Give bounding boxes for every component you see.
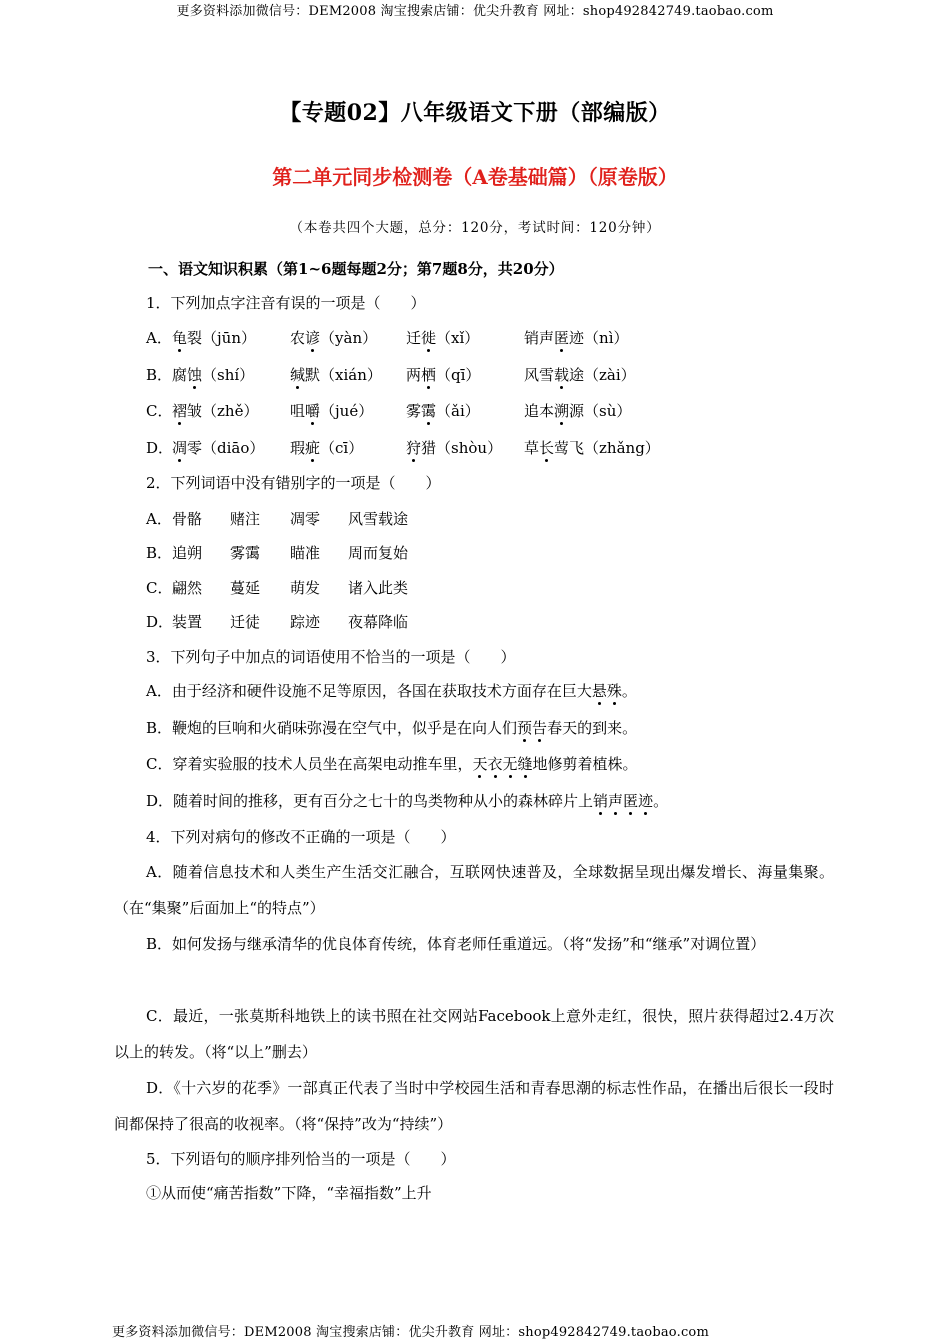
q1-item-post: 源（sù） bbox=[569, 402, 632, 420]
q1-item-post: （jué） bbox=[320, 402, 374, 420]
q3-stem: 3．下列句子中加点的词语使用不恰当的一项是（ ） bbox=[146, 648, 516, 666]
q3-dotted-char: 悬 bbox=[591, 682, 607, 700]
q1-option-item bbox=[406, 437, 502, 459]
q1-item-dot: 嚼 bbox=[305, 402, 321, 420]
q1-option-item bbox=[406, 400, 480, 422]
q1-item-dot: 溯 bbox=[554, 402, 570, 420]
q1-option-item bbox=[290, 364, 382, 386]
q2-option-word: 夜幕降临 bbox=[348, 613, 409, 631]
q3-option-text: 春天的到来。 bbox=[547, 719, 638, 737]
q4-option-d: D．《十六岁的花季》一部真正代表了当时中学校园生活和青春思潮的标志性作品，在播出后很长一段时间都保持了很高的收视率。（将“保持”改为“持续”） bbox=[114, 1079, 834, 1133]
header-ad-text: 更多资料添加微信号：DEM2008 淘宝搜索店铺：优尖升教育 网址：shop492842749.taobao.com bbox=[176, 4, 774, 19]
document-subtitle: 第二单元同步检测卷（A卷基础篇）（原卷版） bbox=[272, 165, 678, 189]
q3-option bbox=[146, 680, 637, 702]
q5-item-1: ①从而使“痛苦指数”下降，“幸福指数”上升 bbox=[146, 1184, 432, 1202]
q1-option-item bbox=[172, 327, 256, 349]
q1-item-pre: 风雪 bbox=[524, 366, 555, 384]
q3-dotted-word bbox=[517, 719, 547, 737]
q1-option-label: A． bbox=[146, 329, 172, 347]
q1-item-post: （xǐ） bbox=[436, 329, 480, 347]
q1-item-post: （ǎi） bbox=[436, 402, 480, 420]
q1-item-dot: 栖 bbox=[421, 366, 437, 384]
q1-option-item bbox=[406, 364, 480, 386]
q1-item-post: 途（zài） bbox=[569, 366, 636, 384]
q1-item-pre: 两 bbox=[406, 366, 422, 384]
q1-item-post: 默（xián） bbox=[305, 366, 382, 384]
q3-dotted-char: 预 bbox=[517, 719, 533, 737]
q1-item-dot: 凋 bbox=[172, 439, 188, 457]
q2-option-word: 蔓延 bbox=[230, 579, 261, 597]
q1-item-post: （yàn） bbox=[320, 329, 378, 347]
q3-option-text: 。 bbox=[653, 792, 669, 810]
q3-dotted-char: 无 bbox=[502, 755, 518, 773]
q3-dotted-char: 缝 bbox=[517, 755, 533, 773]
q1-item-dot: 缄 bbox=[290, 366, 306, 384]
q1-item-dot: 长 bbox=[539, 439, 555, 457]
q2-option-word: 翩然 bbox=[172, 579, 203, 597]
q2-option-word: 装置 bbox=[172, 613, 203, 631]
q4-option-b: B．如何发扬与继承清华的优良体育传统，体育老师任重道远。（将“发扬”和“继承”对调位置） bbox=[146, 935, 766, 953]
q3-option-text: 。 bbox=[621, 682, 637, 700]
q1-item-pre: 腐 bbox=[172, 366, 188, 384]
q2-option-word: 追朔 bbox=[172, 544, 203, 562]
q1-item-post: （qī） bbox=[436, 366, 481, 384]
q1-item-dot: 载 bbox=[554, 366, 570, 384]
exam-note: （本卷共四个大题，总分：120分，考试时间：120分钟） bbox=[289, 220, 661, 236]
q2-option-word: 凋零 bbox=[290, 510, 321, 528]
q1-item-pre: 雾 bbox=[406, 402, 422, 420]
q5-stem: 5．下列语句的顺序排列恰当的一项是（ ） bbox=[146, 1150, 456, 1168]
q1-option-item bbox=[172, 437, 264, 459]
q1-item-post: （cī） bbox=[320, 439, 364, 457]
q1-option-item bbox=[524, 364, 636, 386]
q2-option-word: 赌注 bbox=[230, 510, 261, 528]
document-title: 【专题02】八年级语文下册（部编版） bbox=[279, 100, 671, 126]
q1-item-post: （shí） bbox=[202, 366, 255, 384]
q3-option-text: A．由于经济和硬件设施不足等原因，各国在获取技术方面存在巨大 bbox=[146, 682, 592, 700]
q3-dotted-char: 告 bbox=[532, 719, 548, 737]
q1-item-pre: 草 bbox=[524, 439, 540, 457]
q1-item-post: 裂（jūn） bbox=[187, 329, 256, 347]
q4-option-a: A．随着信息技术和人类生产生活交汇融合，互联网快速普及，全球数据呈现出爆发增长、海量集聚。（在“集聚”后面加上“的特点”） bbox=[114, 863, 834, 917]
q1-option-item bbox=[172, 400, 258, 422]
q3-dotted-char: 天 bbox=[472, 755, 488, 773]
q1-item-dot: 疵 bbox=[305, 439, 321, 457]
q1-stem: 1．下列加点字注音有误的一项是（ ） bbox=[146, 294, 426, 312]
q2-option-label: B． bbox=[146, 544, 173, 562]
q1-option-item bbox=[524, 400, 631, 422]
q3-dotted-char: 迹 bbox=[638, 792, 654, 810]
q1-item-pre: 追本 bbox=[524, 402, 555, 420]
q1-item-post: 猎（shòu） bbox=[421, 439, 503, 457]
q3-option-text: D．随着时间的推移，更有百分之七十的鸟类物种从小的森林碎片上 bbox=[146, 792, 594, 810]
q1-option-label: D． bbox=[146, 439, 174, 457]
q4-stem: 4．下列对病句的修改不正确的一项是（ ） bbox=[146, 828, 456, 846]
q2-option-word: 诸入此类 bbox=[348, 579, 409, 597]
q1-item-pre: 迁 bbox=[406, 329, 422, 347]
q1-item-pre: 农 bbox=[290, 329, 306, 347]
q1-item-dot: 匿 bbox=[554, 329, 570, 347]
q3-dotted-word bbox=[593, 792, 653, 810]
q2-option-label: D． bbox=[146, 613, 174, 631]
q3-dotted-word bbox=[592, 682, 622, 700]
q2-option-label: A． bbox=[146, 510, 172, 528]
q3-dotted-char: 匿 bbox=[623, 792, 639, 810]
q3-option bbox=[146, 790, 668, 812]
q2-option-word: 踪迹 bbox=[290, 613, 321, 631]
q2-option-word: 迁徒 bbox=[230, 613, 261, 631]
q1-item-dot: 褶 bbox=[172, 402, 188, 420]
q1-option-label: B． bbox=[146, 366, 173, 384]
q1-option-item bbox=[290, 437, 363, 459]
q1-item-pre: 咀 bbox=[290, 402, 306, 420]
q3-dotted-char: 殊 bbox=[606, 682, 622, 700]
q1-item-dot: 霭 bbox=[421, 402, 437, 420]
q3-option-text: 地修剪着植株。 bbox=[532, 755, 638, 773]
q1-item-post: 皱（zhě） bbox=[187, 402, 259, 420]
q3-dotted-char: 衣 bbox=[487, 755, 503, 773]
q1-option-label: C． bbox=[146, 402, 173, 420]
q1-item-dot: 徙 bbox=[421, 329, 437, 347]
q1-option-item bbox=[290, 400, 373, 422]
q4-option-c: C．最近，一张莫斯科地铁上的读书照在社交网站Facebook上意外走红，很快，照片获得超过2.4万次以上的转发。（将“以上”删去） bbox=[114, 1007, 834, 1061]
q1-item-pre: 瑕 bbox=[290, 439, 306, 457]
q2-option-word: 瞄准 bbox=[290, 544, 321, 562]
q1-option-item bbox=[524, 437, 660, 459]
q3-dotted-word bbox=[472, 755, 532, 773]
q1-item-post: 莺飞（zhǎng） bbox=[554, 439, 660, 457]
q2-option-label: C． bbox=[146, 579, 173, 597]
q2-option-word: 周而复始 bbox=[348, 544, 409, 562]
q1-option-item bbox=[172, 364, 254, 386]
q3-option-text: C．穿着实验服的技术人员坐在高架电动推车里， bbox=[146, 755, 473, 773]
section-heading-1: 一、语文知识积累（第1~6题每题2分；第7题8分，共20分） bbox=[148, 260, 564, 278]
q2-option-word: 骨骼 bbox=[172, 510, 203, 528]
q2-stem: 2．下列词语中没有错别字的一项是（ ） bbox=[146, 474, 441, 492]
q1-option-item bbox=[524, 327, 629, 349]
q2-option-word: 萌发 bbox=[290, 579, 321, 597]
footer-ad-text: 更多资料添加微信号：DEM2008 淘宝搜索店铺：优尖升教育 网址：shop492842749.taobao.com bbox=[112, 1325, 709, 1340]
q3-dotted-char: 声 bbox=[608, 792, 624, 810]
q3-option bbox=[146, 717, 637, 739]
q1-item-pre: 销声 bbox=[524, 329, 555, 347]
q1-item-dot: 狩 bbox=[406, 439, 422, 457]
q3-dotted-char: 销 bbox=[593, 792, 609, 810]
q1-item-post: 迹（nì） bbox=[569, 329, 629, 347]
q3-option-text: B．鞭炮的巨响和火硝味弥漫在空气中，似乎是在向人们 bbox=[146, 719, 518, 737]
q1-item-dot: 蚀 bbox=[187, 366, 203, 384]
q1-item-dot: 谚 bbox=[305, 329, 321, 347]
q2-option-word: 雾霭 bbox=[230, 544, 261, 562]
q1-option-item bbox=[406, 327, 479, 349]
q3-option bbox=[146, 753, 638, 775]
q1-item-post: 零（diāo） bbox=[187, 439, 265, 457]
q2-option-word: 风雪载途 bbox=[348, 510, 409, 528]
q1-option-item bbox=[290, 327, 377, 349]
q1-item-dot: 龟 bbox=[172, 329, 188, 347]
